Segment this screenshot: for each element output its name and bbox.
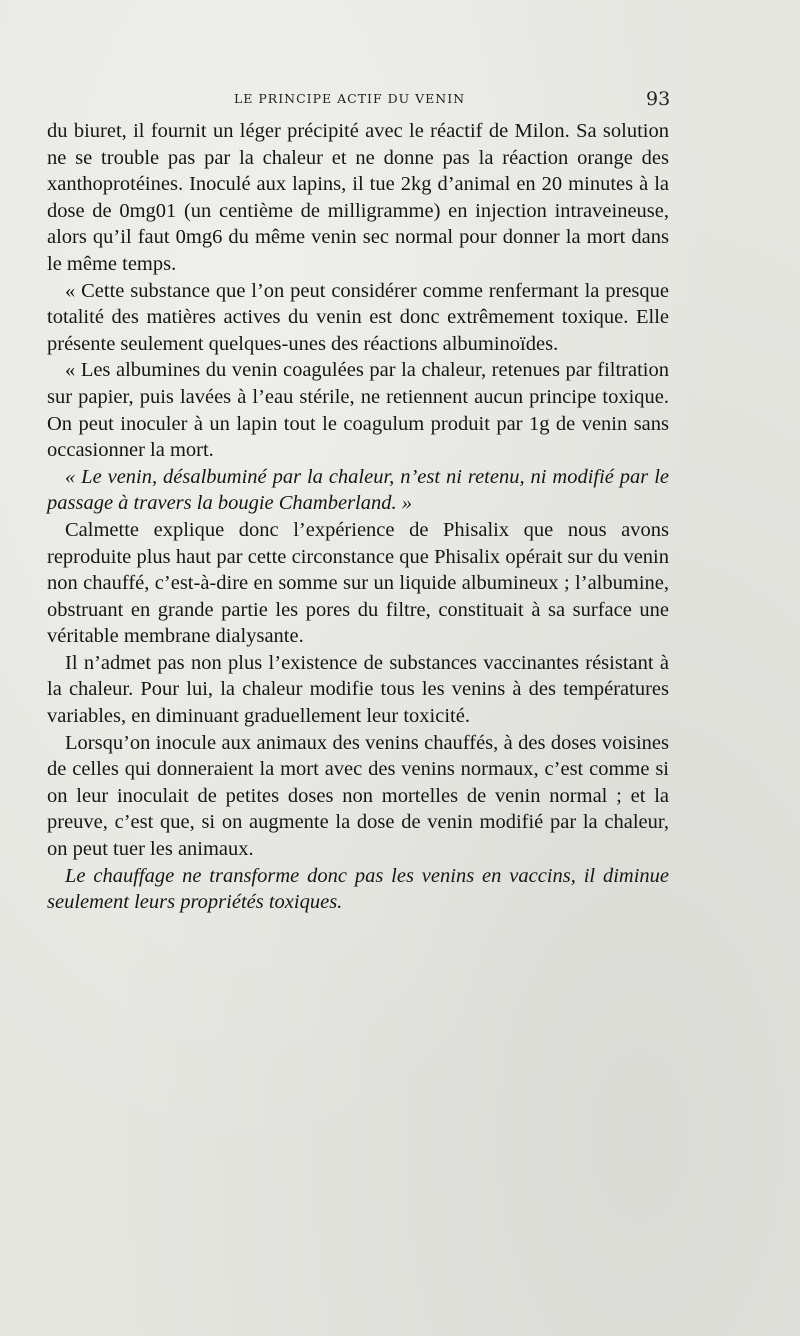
running-head <box>0 88 800 111</box>
paragraph: Le chauffage ne transforme donc pas les venins en vaccins, il diminue seulement leurs propriétés toxiques. <box>47 864 669 914</box>
page-number: 93 <box>646 88 671 110</box>
paragraph: du biuret, il fournit un léger précipité avec le réactif de Milon. Sa solution ne se trouble pas par la chaleur et ne donne pas la réaction orange des xanthoprotéines. Inoculé aux lapins, il tue 2kg d’animal en 20 minutes à la dose de 0mg01 (un centième de milligramme) en injection intraveineuse, alors qu’il faut 0mg6 du même venin sec normal pour donner la mort dans le même temps. <box>47 120 669 275</box>
paragraph: « Cette substance que l’on peut considérer comme renfermant la presque totalité des matières actives du venin est donc extrêmement toxique. Elle présente seulement quelques-unes des réactions albuminoïdes. <box>47 279 669 355</box>
paragraph: Lorsqu’on inocule aux animaux des venins chauffés, à des doses voisines de celles qui donneraient la mort avec des venins normaux, c’est comme si on leur inoculait de petites doses non mortelles de venin normal ; et la preuve, c’est que, si on augmente la dose de venin modifié par la chaleur, on peut tuer les animaux. <box>47 731 669 861</box>
paragraph: « Les albumines du venin coagulées par la chaleur, retenues par filtration sur papier, puis lavées à l’eau stérile, ne retiennent aucun principe toxique. On peut inoculer à un lapin tout le coagulum produit par 1g de venin sans occasionner la mort. <box>47 359 669 462</box>
body-text <box>47 118 669 916</box>
running-title: LE PRINCIPE ACTIF DU VENIN <box>234 91 466 106</box>
paragraph: « Le venin, désalbuminé par la chaleur, n’est ni retenu, ni modifié par le passage à travers la bougie Chamberland. » <box>47 465 669 515</box>
paragraph: Calmette explique donc l’expérience de Phisalix que nous avons reproduite plus haut par cette circonstance que Phisalix opérait sur du venin non chauffé, c’est-à-dire en somme sur un liquide albumineux ; l’albumine, obstruant en grande partie les pores du filtre, constituait à sa surface une véritable membrane dialysante. <box>47 518 669 648</box>
paragraph: Il n’admet pas non plus l’existence de substances vaccinantes résistant à la chaleur. Pour lui, la chaleur modifie tous les venins à des températures variables, en diminuant graduellement leur toxicité. <box>47 651 669 728</box>
